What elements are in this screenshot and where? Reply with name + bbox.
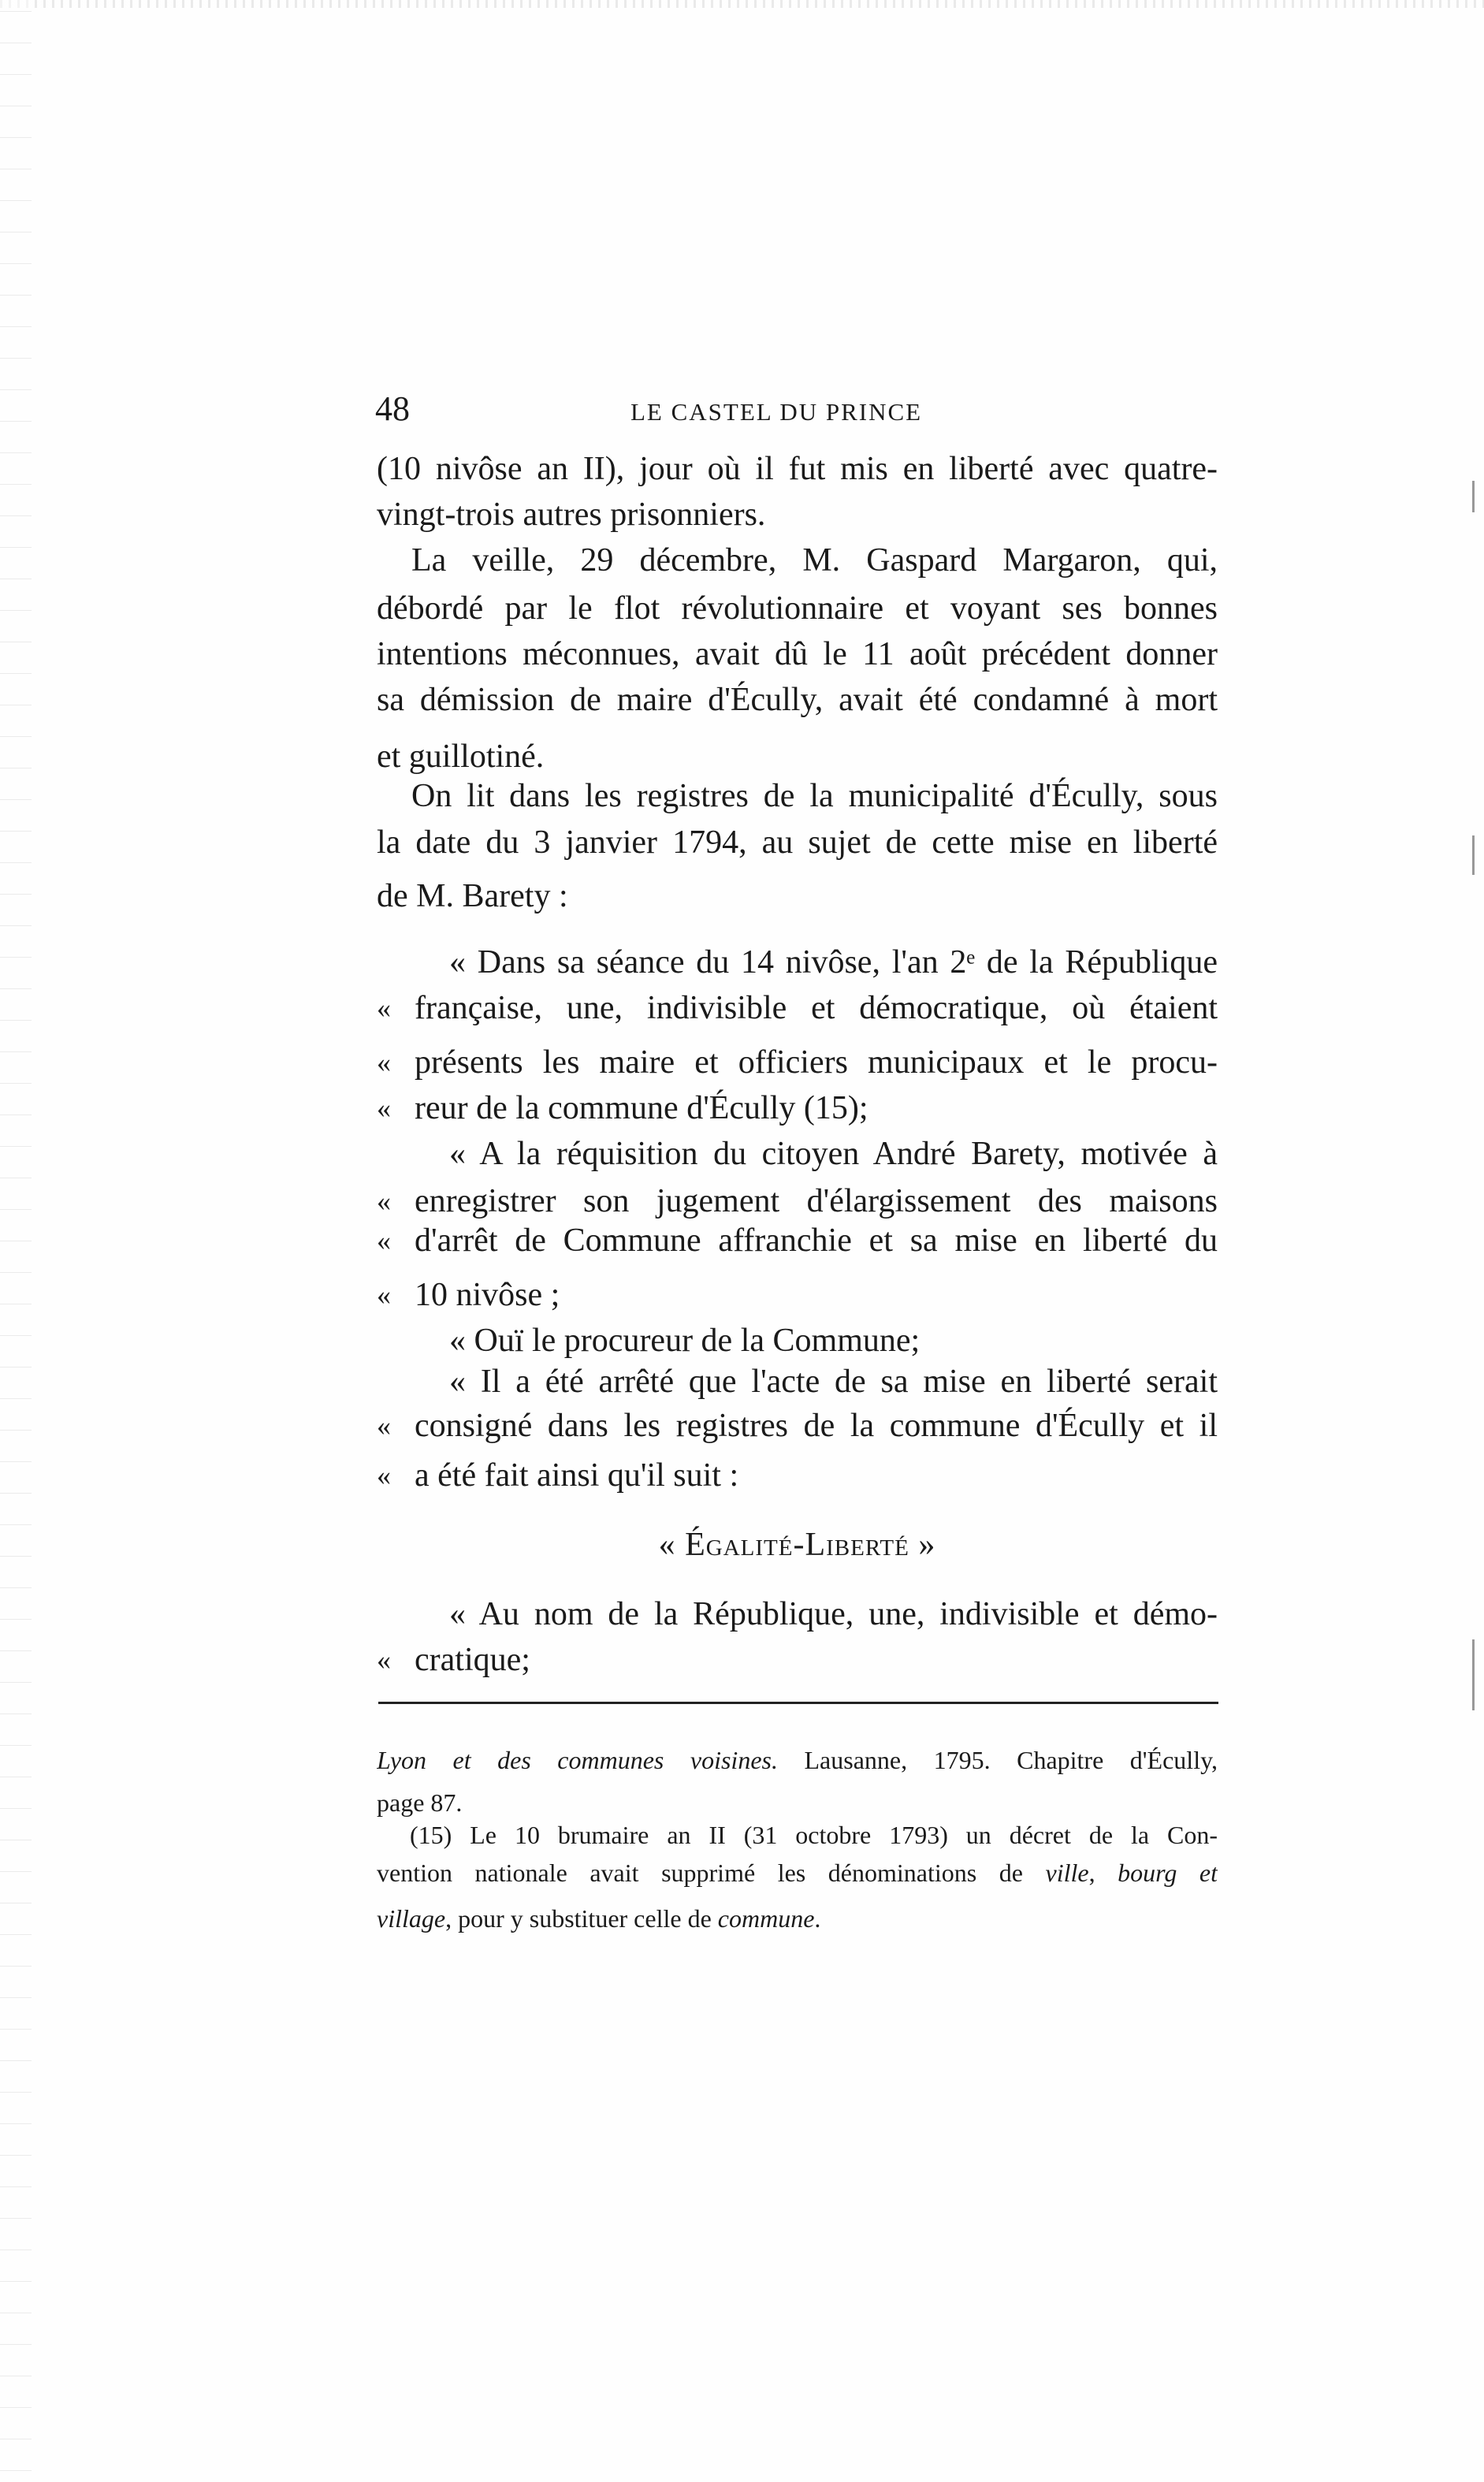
footnote-line [377, 1856, 1218, 1889]
quote-line: « Au nom de la République, une, indivisible et démo- [449, 1596, 1218, 1632]
footnote-15: (15) Le 10 brumaire an II (31 octobre 1793) un décret de la Con- [410, 1821, 1218, 1849]
text-line: débordé par le flot révolutionnaire et voyant ses bonnes [377, 590, 1218, 627]
text-line: intentions méconnues, avait dû le 11 août précédent donner [377, 636, 1218, 672]
quote-line: 10 nivôse ; [415, 1277, 560, 1313]
quote-line: présents les maire et officiers municipaux et le procu- [415, 1044, 1218, 1081]
quote-mark: « [377, 1225, 391, 1256]
footnote-italic: bourg et [1118, 1859, 1218, 1887]
footnote-line [377, 1743, 1218, 1777]
quote-line: enregistrer son jugement d'élargissement des maisons [415, 1183, 1218, 1219]
footnote-rule [378, 1702, 1218, 1704]
scan-mark [1472, 835, 1475, 875]
text-line: sa démission de maire d'Écully, avait été condamné à mort [377, 682, 1218, 718]
quote-line: française, une, indivisible et démocratique, où étaient [415, 990, 1218, 1026]
quote-line: reur de la commune d'Écully (15); [415, 1090, 868, 1126]
quote-line: « A la réquisition du citoyen André Barety, motivée à [449, 1136, 1218, 1172]
text-line: (10 nivôse an II), jour où il fut mis en liberté avec quatre- [377, 451, 1218, 487]
quote-mark: « [377, 1410, 391, 1442]
footnote-text: , [1088, 1859, 1118, 1887]
scan-edge-top [0, 0, 1484, 8]
text-line: On lit dans les registres de la municipalité d'Écully, sous [411, 778, 1218, 814]
text-line: et guillotiné. [377, 739, 545, 775]
text-line: de M. Barety : [377, 878, 568, 914]
quote-mark: « [377, 1644, 391, 1676]
quote-line: « Ouï le procureur de la Commune; [449, 1323, 921, 1359]
quote-line: a été fait ainsi qu'il suit : [415, 1457, 739, 1494]
scan-mark [1472, 1639, 1475, 1710]
footnote-text: vention nationale avait supprimé les dénominations de [377, 1859, 1046, 1887]
footnote-text: , pour y substituer celle de [445, 1904, 718, 1933]
quote-line: cratique; [415, 1642, 530, 1678]
quote-mark: « [377, 1047, 391, 1078]
footnote-line [377, 1902, 1218, 1935]
scan-edge-left [0, 0, 32, 2482]
quote-mark: « [377, 1460, 391, 1491]
quote-mark: « [377, 992, 391, 1024]
footnote-text: Lausanne, 1795. Chapitre d'Écully, [777, 1746, 1218, 1774]
quote-line: consigné dans les registres de la commune d'Écully et il [415, 1408, 1218, 1444]
footnote-italic: village [377, 1904, 446, 1933]
scan-mark [1472, 481, 1475, 512]
quote-heading: « Égalité-Liberté » [658, 1527, 936, 1563]
footnote-text: . [814, 1904, 821, 1933]
page-number: 48 [375, 389, 410, 428]
footnote-line: page 87. [377, 1788, 463, 1817]
text-line: la date du 3 janvier 1794, au sujet de cette mise en liberté [377, 824, 1218, 861]
text-line: vingt-trois autres prisonniers. [377, 497, 766, 533]
running-title: LE CASTEL DU PRINCE [630, 398, 923, 426]
quote-line: « Dans sa séance du 14 nivôse, l'an 2ᵉ de la République [449, 944, 1218, 981]
quote-line: d'arrêt de Commune affranchie et sa mise en liberté du [415, 1222, 1218, 1259]
quote-mark: « [377, 1092, 391, 1124]
quote-mark: « [377, 1185, 391, 1217]
text-line: La veille, 29 décembre, M. Gaspard Margaron, qui, [411, 542, 1218, 579]
quote-line: « Il a été arrêté que l'acte de sa mise en liberté serait [449, 1364, 1218, 1400]
footnote-italic: ville [1045, 1859, 1089, 1887]
quote-mark: « [377, 1279, 391, 1311]
footnote-italic: commune [717, 1904, 815, 1933]
footnote-title: Lyon et des communes voisines. [377, 1746, 778, 1774]
